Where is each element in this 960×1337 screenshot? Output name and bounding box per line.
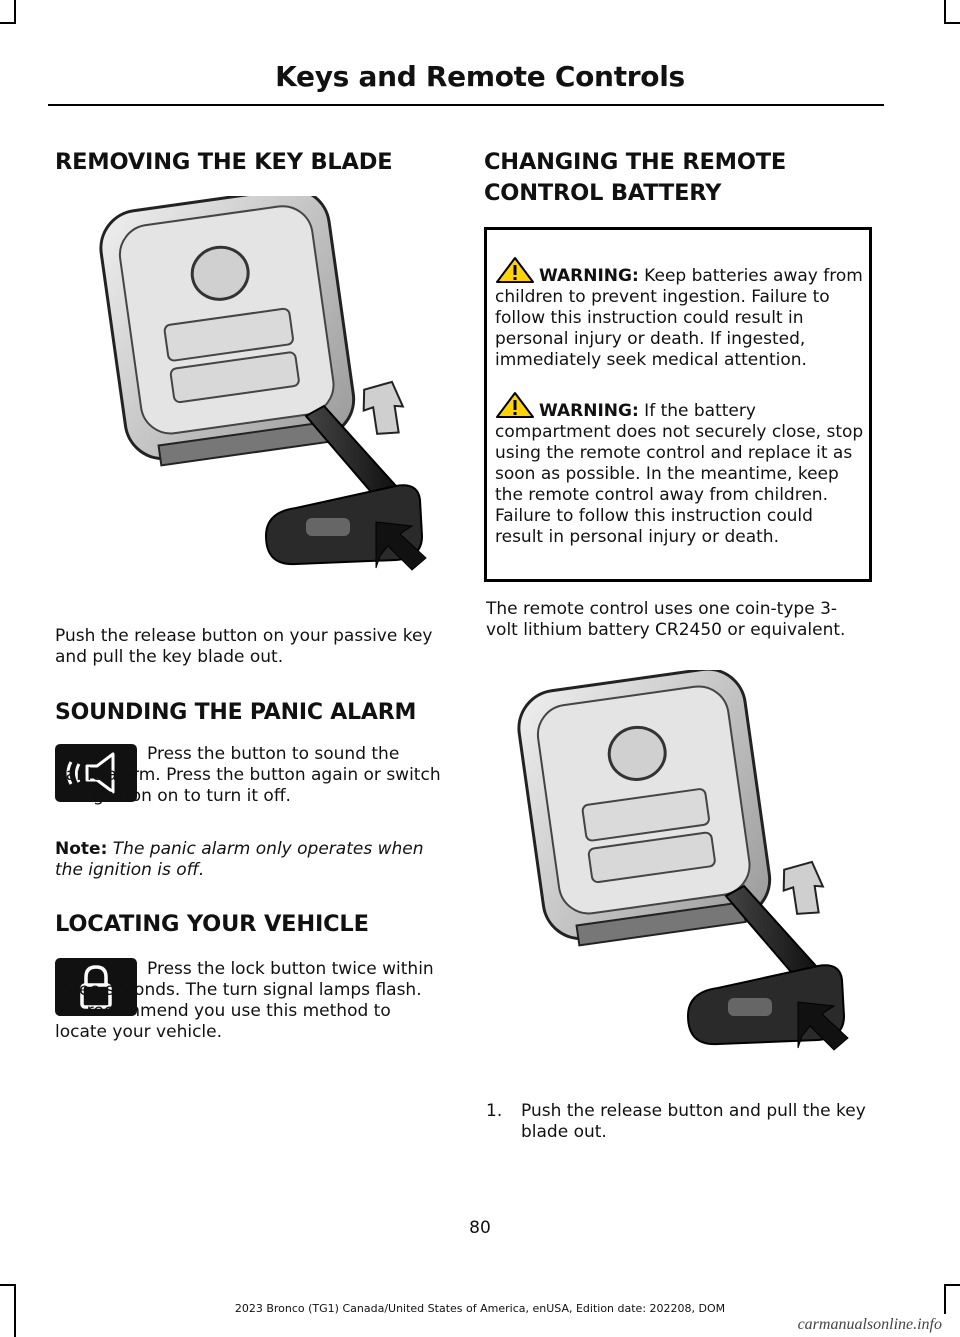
heading-removing-key-blade: REMOVING THE KEY BLADE — [55, 149, 393, 175]
edition-info: 2023 Bronco (TG1) Canada/United States of America, enUSA, Edition date: 202208, DOM — [234, 1302, 726, 1315]
heading-changing-battery-1: CHANGING THE REMOTE — [484, 149, 787, 175]
step-1 — [486, 1101, 866, 1143]
key-fob-diagram — [56, 196, 456, 592]
warning-label: WARNING: — [539, 401, 639, 421]
step-text: Push the release button and pull the key blade out. — [521, 1101, 866, 1142]
note-label: Note: — [55, 839, 108, 859]
note-text: The panic alarm only operates when the ignition is off. — [55, 839, 424, 880]
crop-mark — [0, 22, 16, 24]
crop-mark — [944, 1284, 960, 1286]
warning-label: WARNING: — [539, 266, 639, 286]
key-blade-illustration — [56, 196, 456, 592]
key-fob-diagram — [484, 670, 876, 1070]
warning-box — [484, 227, 872, 582]
page-number: 80 — [469, 1218, 491, 1238]
header-divider — [48, 104, 884, 106]
panic-alarm-note — [55, 839, 448, 881]
warning-item — [495, 391, 865, 548]
heading-changing-battery-2: CONTROL BATTERY — [484, 180, 722, 206]
battery-key-blade-illustration — [484, 670, 876, 1070]
locating-vehicle-body: Press the lock button twice within three seconds. The turn signal lamps flash. We recommend you use this method to locate your vehicle. — [55, 959, 434, 1042]
step-number: 1. — [486, 1101, 503, 1121]
crop-mark — [14, 0, 16, 24]
crop-mark — [944, 0, 946, 24]
warning-triangle-icon — [495, 391, 535, 419]
heading-panic-alarm: SOUNDING THE PANIC ALARM — [55, 700, 417, 725]
battery-body: The remote control uses one coin-type 3-volt lithium battery CR2450 or equivalent. — [486, 599, 846, 640]
crop-mark — [0, 1284, 16, 1286]
heading-locating-vehicle: LOCATING YOUR VEHICLE — [55, 911, 369, 937]
page-title: Keys and Remote Controls — [275, 60, 685, 93]
warning-text: If the battery compartment does not securely close, stop using the remote control and replace it as soon as possible. In the meantime, keep the remote control away from children. Failure to follow this instruction could result in personal injury or death. — [495, 401, 864, 547]
panic-alarm-body: Press the button to sound the panic alarm. Press the button again or switch the ignition on to turn it off. — [55, 744, 441, 806]
watermark: carmanualsonline.info — [797, 1316, 942, 1333]
warning-triangle-icon — [495, 256, 535, 284]
removing-key-blade-body: Push the release button on your passive key and pull the key blade out. — [55, 626, 433, 667]
crop-mark — [944, 22, 960, 24]
warning-item — [495, 256, 865, 371]
warning-text: Keep batteries away from children to prevent ingestion. Failure to follow this instruction could result in personal injury or death. If ingested, immediately seek medical attention. — [495, 266, 863, 370]
